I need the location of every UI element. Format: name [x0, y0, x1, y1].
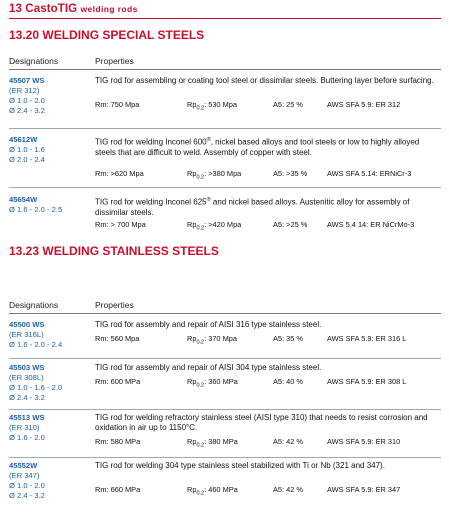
rm-value: Rm: 560 Mpa — [95, 334, 140, 343]
a5-value: A5: 42 % — [273, 485, 303, 494]
product-entry — [9, 363, 441, 409]
header-brand: CastoTIG — [25, 3, 78, 15]
aws-class: (ER 312) — [9, 86, 40, 95]
product-code: 45513 WS — [9, 413, 45, 422]
rule — [9, 457, 441, 458]
description: TIG rod for welding Inconel 625® and nickel based alloys. Austenitic alloy for assembly of dissimilar steels. — [95, 197, 410, 217]
designation — [9, 135, 89, 165]
diameter: Ø 1.0 - 1.6 - 2.0 — [9, 383, 63, 392]
header-tail: welding rods — [80, 4, 138, 14]
rm-value: Rm: 660 MPa — [95, 485, 141, 494]
designation — [9, 76, 89, 116]
aws-value: AWS SFA 5.9: ER 308 L — [327, 377, 407, 386]
diameter: Ø 1.6 - 2.0 - 2.4 — [9, 340, 63, 349]
product-code: 45612W — [9, 135, 38, 144]
aws-class: (ER 308L) — [9, 373, 44, 382]
a5-value: A5: >35 % — [273, 169, 308, 178]
product-entry — [9, 76, 441, 128]
section-title-special: 13.20 WELDING SPECIAL STEELS — [9, 28, 205, 42]
diameter: Ø 1.0 - 1.6 — [9, 145, 45, 154]
designation — [9, 413, 89, 443]
col-head-properties: Properties — [95, 300, 134, 310]
description: TIG rod for welding Inconel 600®, nickel based alloys and tool steels or low to highly alloyed steels that are difficult to weld. Assembly of copper with steel. — [95, 137, 420, 157]
rp-value: $Rp_{0.2}$: 360 MPa — [187, 377, 238, 389]
aws-value: AWS SFA 5.9: ER 347 — [327, 485, 401, 494]
designation — [9, 363, 89, 403]
rule — [9, 313, 441, 314]
a5-value: A5: 35 % — [273, 334, 303, 343]
aws-class: (ER 310) — [9, 423, 40, 432]
aws-value: AWS SFA 5.14: ERNiCr-3 — [327, 169, 412, 178]
page-header — [0, 0, 449, 22]
description: TIG rod for assembling or coating tool steel or dissimilar steels. Buttering layer before surfacing. — [95, 76, 434, 85]
a5-value: A5: 42 % — [273, 437, 303, 446]
rule — [9, 128, 441, 129]
rule — [9, 187, 441, 188]
rm-value: Rm: 580 MPa — [95, 437, 141, 446]
product-entry — [9, 135, 441, 187]
rm-value: Rm: 600 MPa — [95, 377, 141, 386]
product-code: 45500 WS — [9, 320, 45, 329]
a5-value: A5: 25 % — [273, 100, 303, 109]
rp-value: $Rp_{0.2}$: 380 MPa — [187, 437, 238, 449]
section-title-stainless: 13.23 WELDING STAINLESS STEELS — [9, 244, 219, 258]
product-entry — [9, 195, 441, 235]
rule — [9, 409, 441, 410]
header-title — [9, 3, 138, 15]
aws-value: AWS SFA 5.9: ER 312 — [327, 100, 401, 109]
product-code: 45503 WS — [9, 363, 45, 372]
product-entry — [9, 320, 441, 358]
rp-value: $Rp_{0.2}$: >420 Mpa — [187, 220, 242, 232]
header-number: 13 — [9, 3, 22, 15]
diameter: Ø 2.4 - 3.2 — [9, 393, 45, 402]
aws-class: (ER 347) — [9, 471, 40, 480]
rule — [9, 69, 441, 70]
rp-value: $Rp_{0.2}$: 530 Mpa — [187, 100, 237, 112]
product-entry — [9, 413, 441, 457]
rule — [9, 358, 441, 359]
a5-value: A5: 40 % — [273, 377, 303, 386]
rm-value: Rm: 750 Mpa — [95, 100, 140, 109]
diameter: Ø 1.6 - 2.0 — [9, 433, 45, 442]
description: TIG rod for assembly and repair of AISI 316 type stainless steel. — [95, 320, 322, 329]
diameter: Ø 1.6 - 2.0 - 2.5 — [9, 205, 63, 214]
product-entry — [9, 461, 441, 511]
aws-value: AWS 5.4 14: ER NiCrMo-3 — [327, 220, 415, 229]
product-code: 45552W — [9, 461, 38, 470]
diameter: Ø 1.0 - 2.0 — [9, 96, 45, 105]
diameter: Ø 2.0 - 2.4 — [9, 155, 45, 164]
aws-class: (ER 316L) — [9, 330, 44, 339]
col-head-designations: Designations — [9, 300, 59, 310]
aws-value: AWS SFA 5.9: ER 316 L — [327, 334, 407, 343]
description: TIG rod for assembly and repair of AISI 304 type stainless steel. — [95, 363, 322, 372]
col-head-designations: Designations — [9, 56, 59, 66]
product-code: 45654W — [9, 195, 38, 204]
rp-value: $Rp_{0.2}$: 460 MPa — [187, 485, 238, 497]
rm-value: Rm: > 700 Mpa — [95, 220, 146, 229]
description: TIG rod for welding 304 type stainless steel stabilized with Ti or Nb (321 and 347). — [95, 461, 385, 470]
rp-value: $Rp_{0.2}$: 370 Mpa — [187, 334, 237, 346]
a5-value: A5: >25 % — [273, 220, 308, 229]
rm-value: Rm: >620 Mpa — [95, 169, 144, 178]
product-code: 45507 WS — [9, 76, 45, 85]
designation — [9, 461, 89, 501]
aws-value: AWS SFA 5.9: ER 310 — [327, 437, 401, 446]
description: TIG rod for welding refractory stainless steel (AISI type 310) that needs to resist corrosion and oxidation in air up to 1150°C. — [95, 413, 428, 432]
diameter: Ø 2.4 - 3.2 — [9, 491, 45, 500]
diameter: Ø 1.0 - 2.0 — [9, 481, 45, 490]
rp-value: $Rp_{0.2}$: >380 Mpa — [187, 169, 242, 181]
designation — [9, 195, 89, 215]
diameter: Ø 2.4 - 3.2 — [9, 106, 45, 115]
designation — [9, 320, 89, 350]
header-divider — [9, 18, 441, 19]
col-head-properties: Properties — [95, 56, 134, 66]
